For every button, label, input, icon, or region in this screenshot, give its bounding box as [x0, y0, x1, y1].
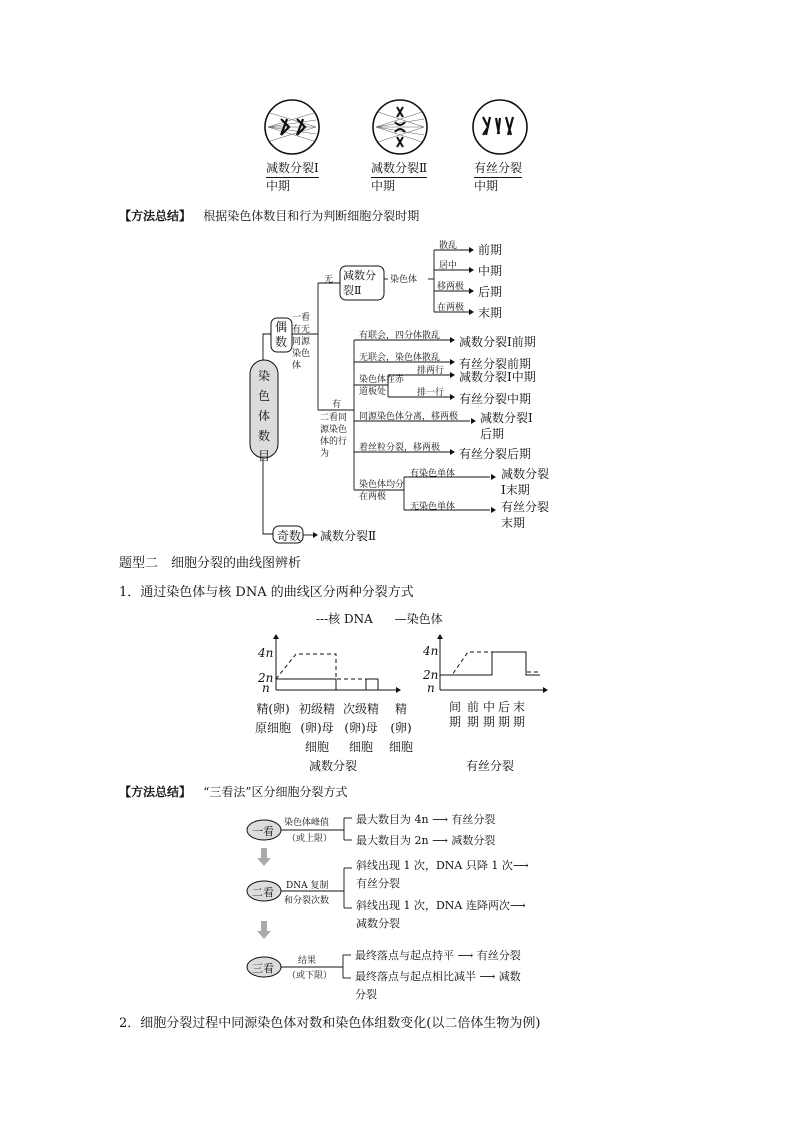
legend-chrom: 染色体 — [406, 612, 443, 626]
stage-label: 初级精(卵)母细胞 — [298, 702, 335, 754]
item1-text: 1．通过染色体与核 DNA 的曲线区分两种分裂方式 — [119, 585, 414, 600]
look1-result-a: 最大数目为 4n ⟶ 有丝分裂 — [356, 813, 496, 826]
axis-label: n — [427, 681, 435, 695]
tree-look1: 一看有无同源染色体 — [292, 313, 311, 371]
look3-label: 三看 — [252, 962, 274, 975]
tree-odd-result: 减数分裂Ⅱ — [320, 529, 377, 543]
look2-result-a2: 有丝分裂 — [356, 877, 400, 890]
summary-bracket: 【方法总结】 — [119, 209, 192, 223]
tree-anaphase: 后期 — [478, 285, 503, 299]
tree-metaphase: 中期 — [478, 264, 503, 278]
mitosis-title: 有丝分裂 — [466, 759, 515, 773]
look2-result-a: 斜线出现 1 次，DNA 只降 1 次⟶ — [356, 859, 529, 872]
axis-label: 4n — [423, 644, 439, 658]
dashed-legend-icon: --- — [316, 612, 329, 626]
item2-text: 2．细胞分裂过程中同源染色体对数和染色体组数变化(以二倍体生物为例) — [119, 1016, 541, 1031]
caption-line: 有丝分裂 — [474, 160, 522, 178]
tree-prophase: 前期 — [478, 243, 503, 257]
tree-branch: 无联会，染色体散乱 — [359, 353, 441, 363]
tree-result: 减数分裂Ⅰ后期 — [480, 411, 533, 441]
meiosis-title: 减数分裂 — [309, 759, 358, 773]
look2-sub: 和分裂次数 — [284, 896, 330, 906]
tree-none: 无 — [324, 275, 334, 285]
tree-branch: 同源染色体分离，移两极 — [359, 412, 459, 422]
summary-bracket: 【方法总结】 — [119, 785, 192, 799]
axis-label: 2n — [258, 671, 274, 685]
stage-label: 末期 — [513, 700, 526, 729]
look2-label: 二看 — [252, 886, 274, 899]
tree-center: 居中 — [439, 261, 458, 271]
tree-branch: 排两行 — [417, 366, 445, 376]
tree-has: 有 — [332, 400, 342, 410]
tree-result: 有丝分裂中期 — [459, 392, 532, 406]
tree-branch: 无染色单体 — [410, 502, 456, 512]
caption-line: 中期 — [266, 179, 291, 193]
tree-result: 减数分裂Ⅰ前期 — [459, 335, 536, 349]
look3-result-b: 最终落点与起点相比减半 ⟶ 减数 — [355, 970, 521, 983]
axis-label: n — [262, 681, 270, 695]
stage-label: 中期 — [483, 700, 496, 729]
legend-dna: 核 DNA — [328, 612, 373, 626]
tree-branch: 染色体在赤道板处 — [359, 375, 405, 397]
axis-label: 4n — [258, 646, 274, 660]
solid-legend-icon: — — [394, 612, 407, 626]
tree-move: 移两极 — [437, 282, 465, 292]
look2-result-b: 斜线出现 1 次，DNA 连降两次⟶ — [356, 899, 526, 912]
look1-sub: （或上限） — [287, 834, 333, 844]
tree-look2: 二看同源染色体的行为 — [320, 413, 348, 459]
stage-label: 精(卵)原细胞 — [254, 702, 291, 735]
caption-line: 中期 — [474, 179, 499, 193]
tree-result: 有丝分裂末期 — [501, 500, 550, 530]
tree-result: 有丝分裂前期 — [459, 357, 532, 371]
axis-label: 2n — [423, 668, 439, 682]
stage-label: 后期 — [498, 700, 511, 729]
stage-label: 次级精(卵)母细胞 — [342, 702, 379, 754]
tree-odd: 奇数 — [277, 529, 302, 543]
tree-branch: 排一行 — [417, 388, 445, 398]
stage-label: 间期 — [449, 700, 462, 729]
look3-result-a: 最终落点与起点持平 ⟶ 有丝分裂 — [355, 949, 521, 962]
caption-line: 中期 — [371, 179, 396, 193]
tree-m2-box: 减数分裂Ⅱ — [343, 269, 376, 297]
look1-result-b: 最大数目为 2n ⟶ 减数分裂 — [356, 834, 496, 847]
caption-line: 减数分裂Ⅱ — [371, 160, 427, 178]
tree-result: 减数分裂Ⅰ末期 — [501, 467, 550, 497]
tree-branch: 染色体均分在两极 — [359, 480, 405, 502]
tree-even: 偶数 — [275, 320, 288, 349]
tree-telophase: 末期 — [478, 306, 503, 320]
tree-chromosome: 染色体 — [390, 275, 418, 285]
section2-title: 题型二 细胞分裂的曲线图辨析 — [119, 556, 302, 571]
look2-result-b2: 减数分裂 — [356, 917, 400, 930]
tree-at-poles: 在两极 — [437, 303, 465, 313]
look2-criterion: DNA 复制 — [286, 881, 329, 891]
tree-branch: 有染色单体 — [410, 469, 456, 479]
look1-criterion: 染色体峰值 — [284, 818, 330, 828]
tree-branch: 有联会，四分体散乱 — [359, 331, 441, 341]
tree-branch: 着丝粒分裂，移两极 — [359, 443, 441, 453]
look1-label: 一看 — [252, 825, 274, 838]
tree-root: 染色体数目 — [257, 369, 270, 463]
look3-result-b2: 分裂 — [355, 988, 377, 1001]
tree-result: 有丝分裂后期 — [459, 447, 532, 461]
look3-sub: （或下限） — [287, 971, 333, 981]
look3-criterion: 结果 — [298, 956, 317, 966]
tree-result: 减数分裂Ⅰ中期 — [459, 370, 536, 384]
stage-label: 前期 — [467, 700, 480, 729]
tree-scatter: 散乱 — [439, 241, 458, 251]
caption-line: 减数分裂Ⅰ — [266, 160, 319, 178]
stage-label: 精(卵)细胞 — [388, 702, 413, 754]
summary-text: “三看法”区分细胞分裂方式 — [203, 785, 348, 799]
summary-text: 根据染色体数目和行为判断细胞分裂时期 — [203, 209, 420, 223]
